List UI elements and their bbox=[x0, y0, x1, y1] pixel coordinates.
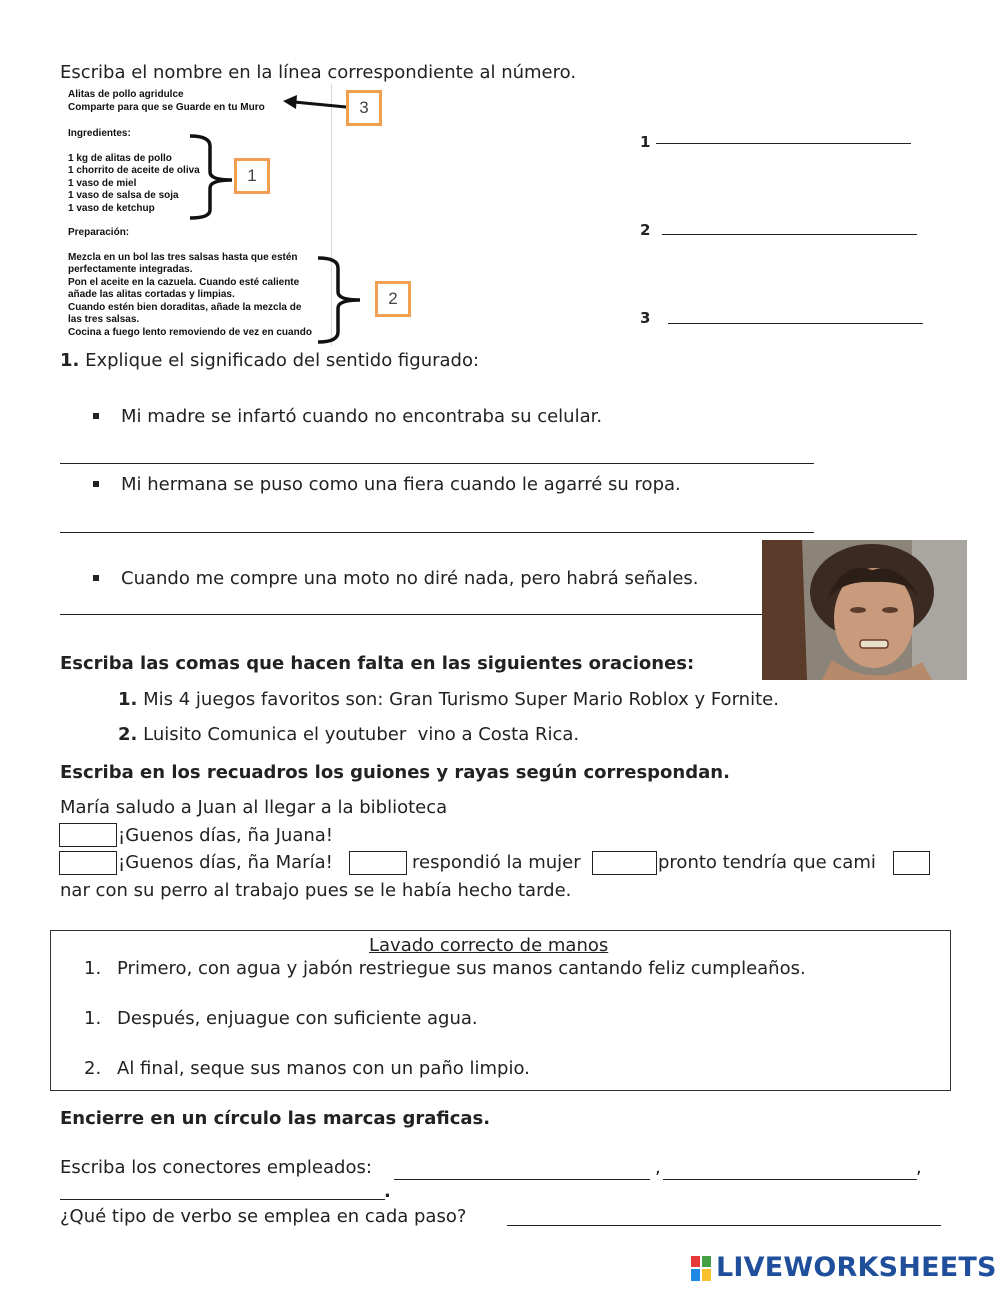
circle-heading: Encierre en un círculo las marcas graficas. bbox=[60, 1108, 491, 1129]
dash-box-4[interactable] bbox=[592, 851, 657, 875]
liveworksheets-logo-icon bbox=[691, 1256, 711, 1281]
recipe-ingredients-header: Ingredientes: bbox=[68, 128, 131, 139]
label-1-box: 1 bbox=[234, 158, 270, 194]
recipe-ingredient: 1 vaso de miel bbox=[68, 177, 137, 189]
commas-item-number: 2. bbox=[118, 724, 138, 745]
connector-answer-2[interactable] bbox=[663, 1156, 917, 1180]
dashes-line-3a: ¡Guenos días, ña María! bbox=[118, 852, 333, 873]
name-line-2-input[interactable] bbox=[662, 211, 917, 235]
recipe-step: las tres salsas. bbox=[68, 314, 140, 325]
q1-answer-line-3[interactable] bbox=[60, 591, 762, 615]
commas-item-number: 1. bbox=[118, 689, 138, 710]
dash-box-3[interactable] bbox=[349, 851, 407, 875]
recipe-step: perfectamente integradas. bbox=[68, 264, 193, 275]
arrow-icon bbox=[283, 95, 346, 109]
verb-answer[interactable] bbox=[507, 1202, 941, 1226]
recipe-step: Cocina a fuego lento removiendo de vez en cuando bbox=[68, 326, 312, 338]
q1-number: 1. bbox=[60, 350, 80, 371]
dash-box-5[interactable] bbox=[893, 851, 930, 875]
handwash-step-text: Después, enjuague con suficiente agua. bbox=[117, 1008, 478, 1029]
recipe-ingredient: 1 vaso de salsa de soja bbox=[68, 190, 179, 201]
bullet-icon bbox=[93, 413, 99, 419]
dash-box-1[interactable] bbox=[59, 823, 117, 847]
dashes-line-3c: pronto tendría que cami bbox=[658, 852, 876, 873]
instruction-top: Escriba el nombre en la línea correspondiente al número. bbox=[60, 62, 577, 83]
connectors-comma: , bbox=[916, 1157, 922, 1178]
brace-preparation-icon bbox=[318, 258, 360, 342]
handwash-title: Lavado correcto de manos bbox=[369, 935, 609, 956]
verb-question: ¿Qué tipo de verbo se emplea en cada paso? bbox=[60, 1206, 467, 1227]
q1-answer-line-1[interactable] bbox=[60, 440, 814, 464]
label-3-box: 3 bbox=[346, 90, 382, 126]
bullet-icon bbox=[93, 575, 99, 581]
recipe-step: Cuando estén bien doraditas, añade la mezcla de bbox=[68, 301, 302, 313]
brace-ingredients-icon bbox=[190, 136, 232, 218]
connectors-period: . bbox=[384, 1181, 391, 1202]
dashes-heading: Escriba en los recuadros los guiones y rayas según correspondan. bbox=[60, 762, 730, 783]
dashes-line-3b: respondió la mujer bbox=[412, 852, 581, 873]
connector-answer-1[interactable] bbox=[394, 1156, 650, 1180]
recipe-step: Mezcla en un bol las tres salsas hasta que estén bbox=[68, 251, 298, 263]
connectors-label: Escriba los conectores empleados: bbox=[60, 1157, 372, 1178]
q1-item: Cuando me compre una moto no diré nada, pero habrá señales. bbox=[121, 568, 699, 589]
name-line-number: 3 bbox=[640, 309, 651, 327]
name-line-3-input[interactable] bbox=[668, 300, 923, 324]
connectors-comma: , bbox=[655, 1157, 661, 1178]
recipe-annotations bbox=[0, 0, 420, 360]
recipe-title-line: Alitas de pollo agridulce bbox=[68, 89, 184, 100]
connector-answer-3[interactable] bbox=[60, 1176, 385, 1200]
handwash-step-text: Primero, con agua y jabón restriegue sus manos cantando feliz cumpleaños. bbox=[117, 958, 806, 979]
label-2-box: 2 bbox=[375, 281, 411, 317]
bullet-icon bbox=[93, 481, 99, 487]
recipe-preparation-header: Preparación: bbox=[68, 227, 130, 238]
commas-item-text: Luisito Comunica el youtuber vino a Costa Rica. bbox=[143, 724, 580, 745]
commas-item-text: Mis 4 juegos favoritos son: Gran Turismo Super Mario Roblox y Fornite. bbox=[143, 689, 779, 710]
q1-answer-line-2[interactable] bbox=[60, 509, 814, 533]
handwash-box bbox=[50, 930, 951, 1091]
name-line-number: 2 bbox=[640, 221, 651, 239]
name-line-number: 1 bbox=[640, 133, 651, 151]
recipe-step: añade las alitas cortadas y limpias. bbox=[68, 289, 235, 300]
commas-item-2 bbox=[118, 724, 579, 746]
dash-box-2[interactable] bbox=[59, 851, 117, 875]
liveworksheets-brand[interactable]: LIVEWORKSHEETS bbox=[716, 1252, 997, 1283]
recipe-step: Pon el aceite en la cazuela. Cuando esté caliente bbox=[68, 276, 300, 288]
name-line-1-input[interactable] bbox=[656, 120, 911, 144]
handwash-step-number: 1. bbox=[84, 1008, 102, 1029]
recipe-title-line: Comparte para que se Guarde en tu Muro bbox=[68, 101, 265, 113]
q1-item: Mi madre se infartó cuando no encontraba su celular. bbox=[121, 406, 603, 427]
angry-woman-photo bbox=[762, 540, 967, 680]
dashes-line-1: María saludo a Juan al llegar a la biblioteca bbox=[60, 797, 448, 818]
handwash-step-number: 1. bbox=[84, 958, 102, 979]
recipe-ingredient: 1 chorrito de aceite de oliva bbox=[68, 165, 200, 176]
handwash-step-text: Al final, seque sus manos con un paño limpio. bbox=[117, 1058, 530, 1079]
q1-text: Explique el significado del sentido figurado: bbox=[85, 350, 480, 371]
q1-item: Mi hermana se puso como una fiera cuando le agarré su ropa. bbox=[121, 474, 681, 495]
q1-prompt bbox=[60, 350, 479, 372]
handwash-step-number: 2. bbox=[84, 1058, 102, 1079]
dashes-line-2: ¡Guenos días, ña Juana! bbox=[118, 825, 334, 846]
dashes-line-4: nar con su perro al trabajo pues se le había hecho tarde. bbox=[60, 880, 572, 901]
commas-heading: Escriba las comas que hacen falta en las siguientes oraciones: bbox=[60, 653, 695, 674]
recipe-ingredient: 1 kg de alitas de pollo bbox=[68, 152, 172, 164]
recipe-ingredient: 1 vaso de ketchup bbox=[68, 202, 155, 214]
commas-item-1 bbox=[118, 689, 779, 711]
